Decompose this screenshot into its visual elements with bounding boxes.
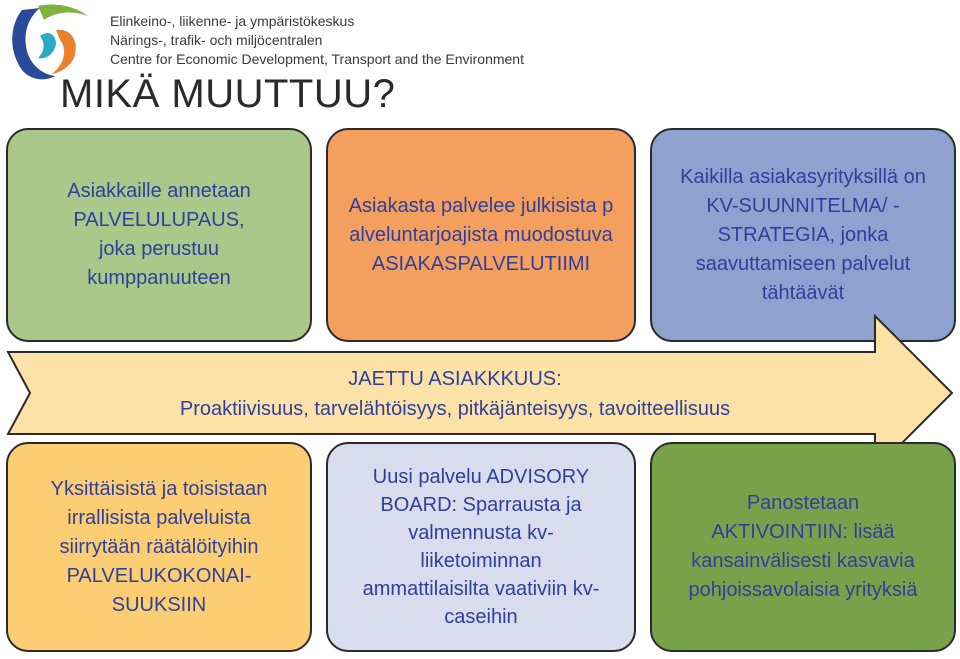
box-text: Panostetaan AKTIVOINTIIN: lisää kansainvälisesti kasvavia pohjoissavolaisia yrityksiä (688, 492, 918, 601)
box-palvelukokonaisuudet (6, 442, 312, 652)
box-advisory-board (326, 442, 636, 652)
arrow-keywords: Proaktiivisuus, tarvelähtöisyys, pitkäjänteisyys, tavoitteellisuus (179, 398, 731, 420)
box-text: Kaikilla asiakasyrityksillä on KV-SUUNNITELMA/ -STRATEGIA, jonka saavuttamiseen palvelut tähtäävät (680, 165, 926, 304)
org-line-fi: Elinkeino-, liikenne- ja ympäristökeskus (110, 13, 355, 29)
box-text: Uusi palvelu ADVISORY BOARD: Sparrausta ja valmennusta kv-liiketoiminnan ammattilaisilta vaativiin kv-caseihin (362, 466, 600, 628)
arrow-heading: JAETTU ASIAKKKUUS: (348, 368, 562, 390)
box-text: Asiakkaille annetaan PALVELULUPAUS, joka perustuu kumppanuuteen (67, 180, 251, 289)
page-title: MIKÄ MUUTTUU? (60, 72, 396, 116)
box-aktivointi (650, 442, 956, 652)
org-line-en: Centre for Economic Development, Transport and the Environment (110, 51, 524, 67)
arrow-label (0, 364, 910, 424)
box-text: Asiakasta palvelee julkisista palveluntarjoajista muodostuva ASIAKASPALVELUTIIMI (348, 194, 614, 275)
org-line-sv: Närings-, trafik- och miljöcentralen (110, 32, 323, 48)
box-text: Yksittäisistä ja toisistaan irrallisista palveluista siirrytään räätälöityihin PALVELUKOKONAI-SUUKSIIN (50, 477, 268, 616)
